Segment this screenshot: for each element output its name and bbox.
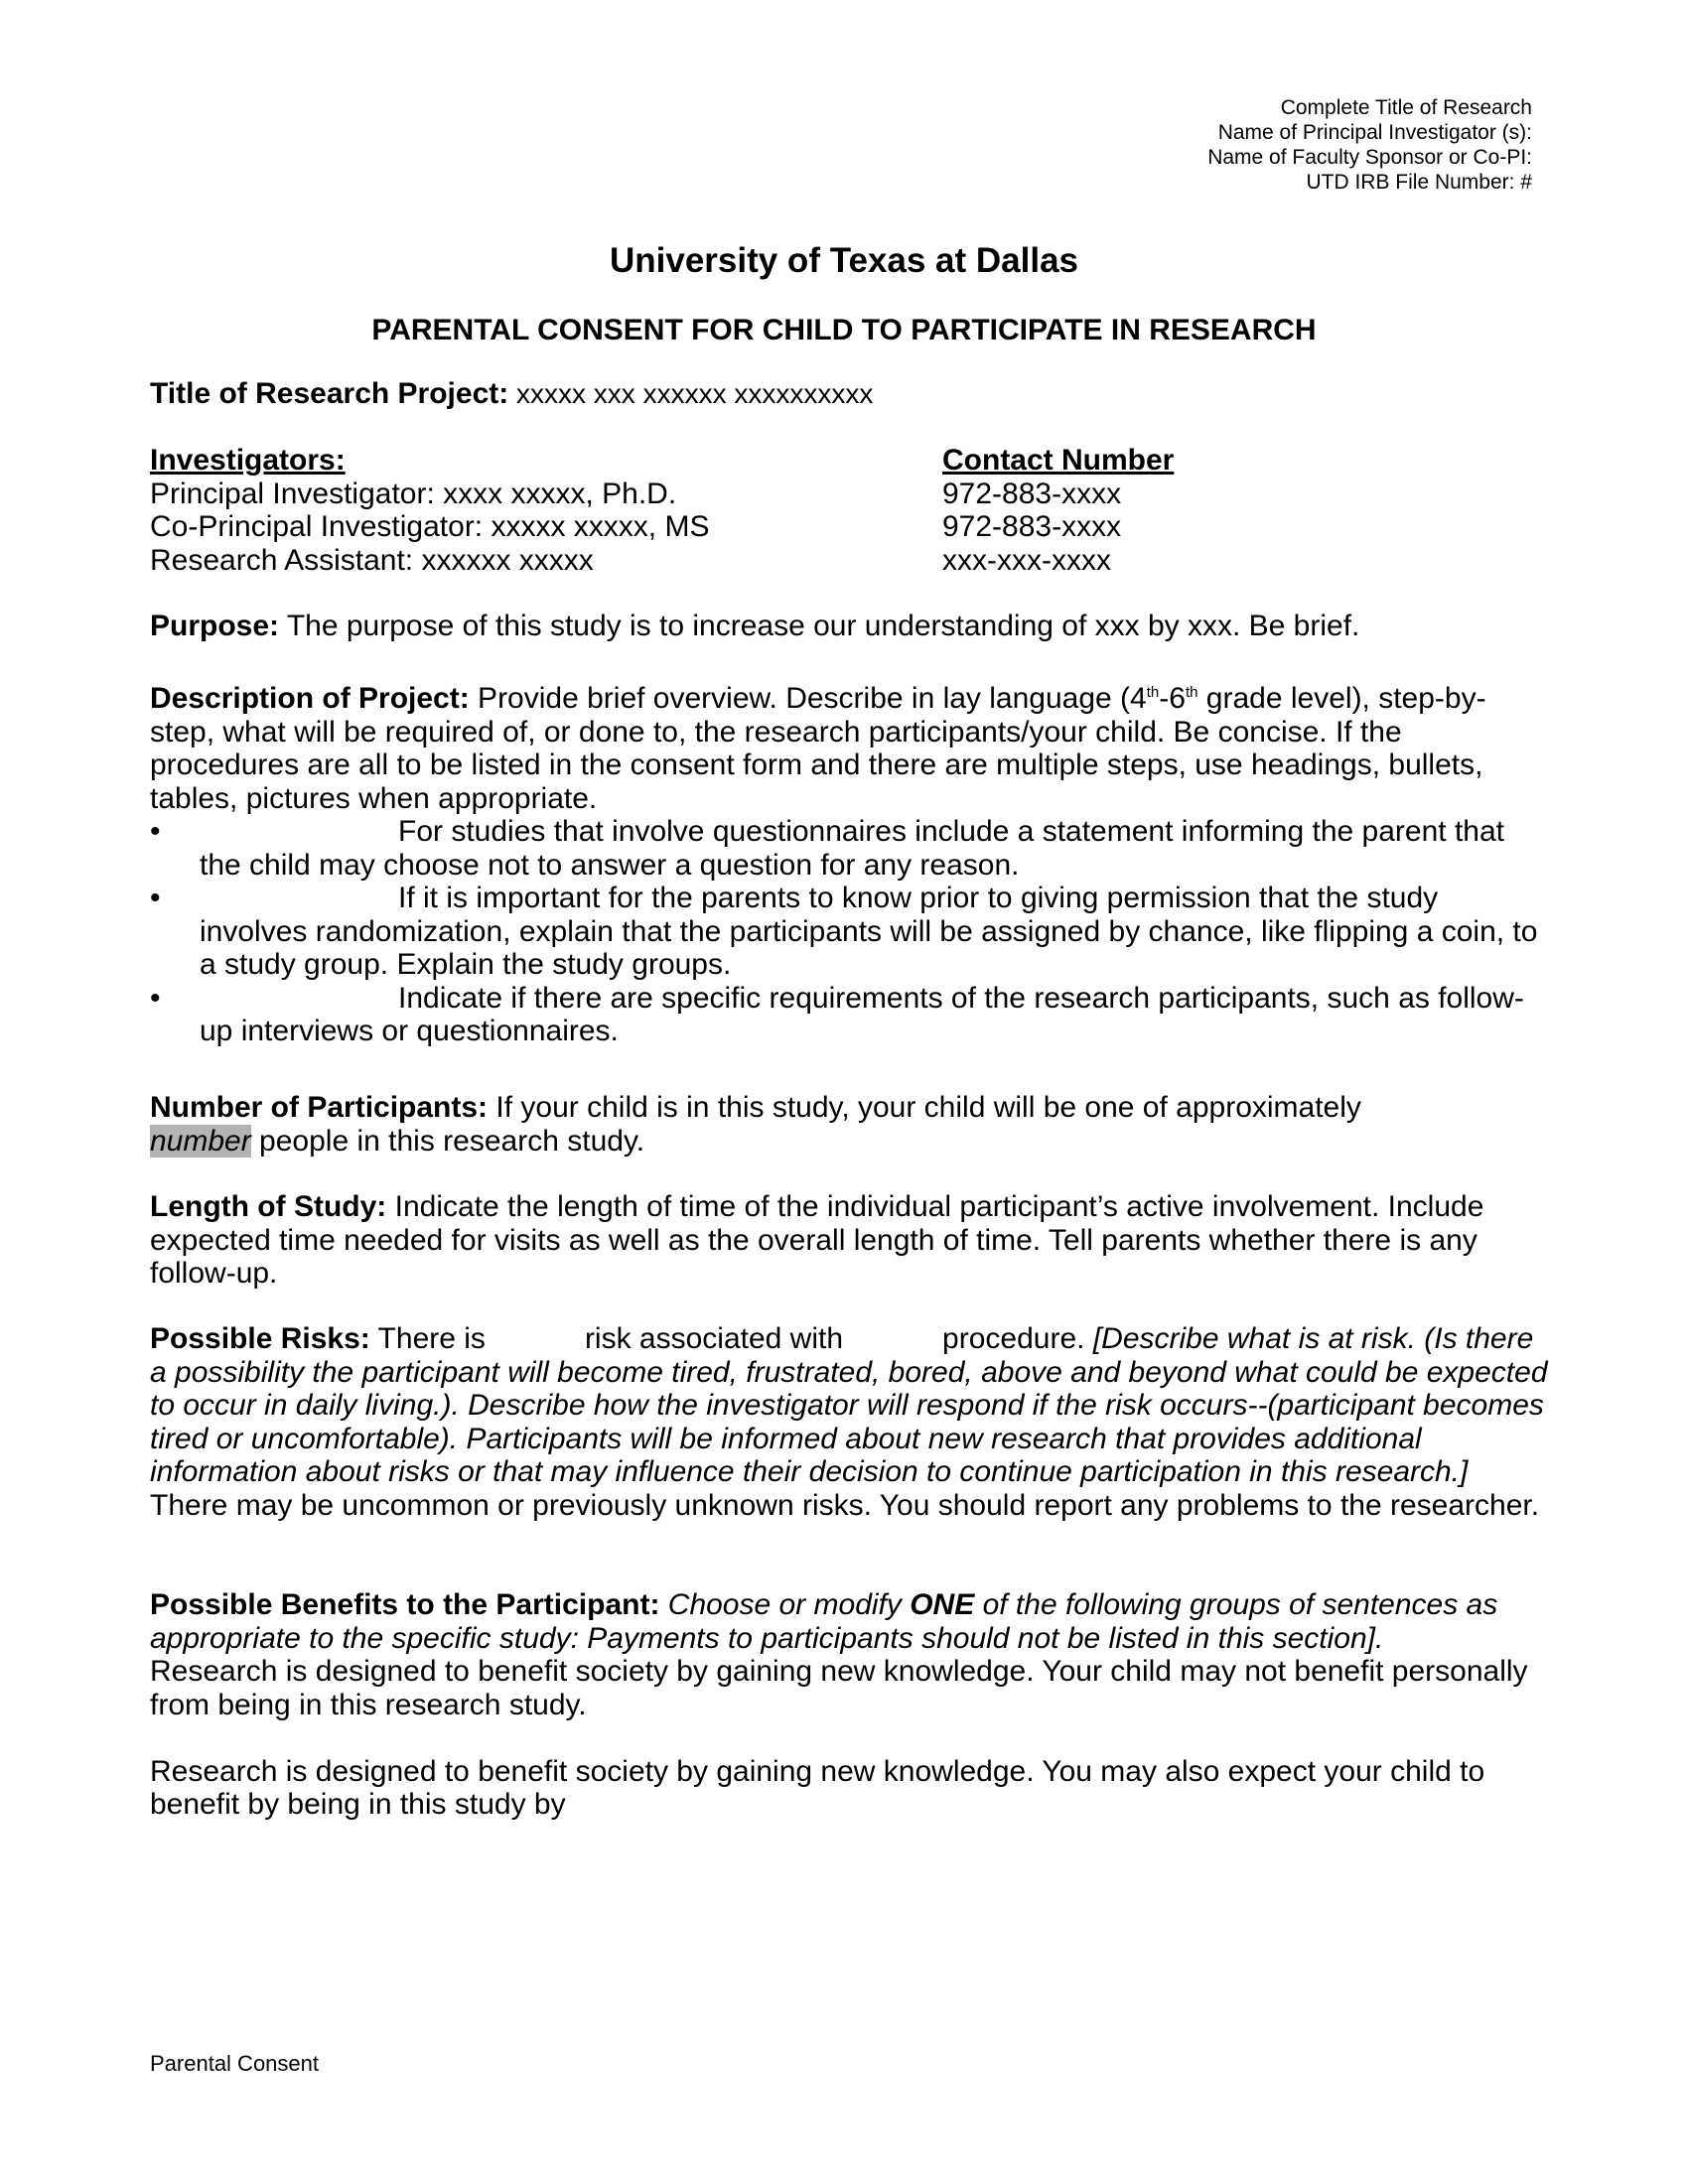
- purpose-label: Purpose:: [150, 610, 280, 642]
- participants-number-placeholder: number: [150, 1124, 251, 1158]
- project-title-section: [150, 377, 1550, 411]
- investigator-row: [150, 478, 1550, 511]
- risks-section: [150, 1322, 1550, 1522]
- bullet-icon: •: [150, 882, 161, 914]
- benefits-paragraph: [150, 1588, 1550, 1655]
- investigators-section: [150, 444, 1550, 577]
- participants-label: Number of Participants:: [150, 1091, 489, 1124]
- bullet-rest: as follow-up interviews or questionnaires.: [200, 981, 1524, 1047]
- investigator-row: [150, 510, 1550, 544]
- description-section: [150, 676, 1550, 1048]
- benefits-paragraph-2: Research is designed to benefit society by gaining new knowledge. You may also expect your child to benefit by being in this study by: [150, 1754, 1485, 1821]
- length-section: [150, 1190, 1550, 1291]
- description-paragraph: [150, 676, 1550, 815]
- purpose-text: The purpose of this study is to increase our understanding of xxx by xxx. Be brief.: [279, 610, 1360, 642]
- risks-text-b: risk associated with: [584, 1322, 844, 1355]
- risks-label: Possible Risks:: [150, 1322, 370, 1355]
- description-text-a: Provide brief overview. Describe in lay language (4: [469, 682, 1147, 715]
- header-research-title: Complete Title of Research: [1280, 96, 1532, 119]
- investigators-heading: Investigators:: [150, 444, 346, 477]
- investigator-phone: 972-883-xxxx: [942, 477, 1122, 510]
- purpose-section: [150, 610, 1550, 643]
- bullet-icon: •: [150, 981, 161, 1015]
- investigator-phone: 972-883-xxxx: [942, 510, 1122, 543]
- project-title-label: Title of Research Project:: [150, 377, 509, 410]
- bullet-icon: •: [150, 815, 161, 848]
- participants-text-a: If your child is in this study, your child will be one of approximately: [488, 1091, 1361, 1124]
- header-sponsor-name: Name of Faculty Sponsor or Co-PI:: [1207, 146, 1532, 169]
- length-label: Length of Study:: [150, 1190, 387, 1223]
- bullet-lead: For studies that involve questionnaires include a statement informing the: [398, 815, 1354, 848]
- contact-number-heading: Contact Number: [942, 444, 1175, 477]
- risks-text-a: There is: [369, 1322, 486, 1355]
- description-text-b: -6: [1159, 682, 1186, 715]
- bullet-lead: Indicate if there are specific requirements of the research participants, such: [398, 981, 1390, 1015]
- participants-section: [150, 1091, 1550, 1158]
- benefits-section: [150, 1588, 1550, 1822]
- header-pi-name: Name of Principal Investigator (s):: [1217, 121, 1532, 144]
- length-text: Indicate the length of time of the individual participant’s active involvement. Include expected time needed for visits as well as the overall length of time. Tell parents whether there is any follow-up.: [150, 1190, 1484, 1290]
- risks-text-d: There may be uncommon or previously unknown risks. You should report any problems to the researcher.: [150, 1488, 1540, 1522]
- bullet-rest: study involves randomization, explain that the participants will be assigned by chance, like flipping a coin, to a study group. Explain the study groups.: [200, 882, 1538, 981]
- list-item: [150, 815, 1550, 882]
- benefits-italic-a: Choose or modify: [659, 1588, 911, 1621]
- investigator-phone: xxx-xxx-xxxx: [942, 543, 1111, 577]
- bullet-lead: If it is important for the parents to know prior to giving permission that the: [398, 882, 1359, 914]
- benefits-italic-bold: ONE: [910, 1588, 975, 1621]
- description-label: Description of Project:: [150, 682, 470, 715]
- participants-text-b: people in this research study.: [250, 1124, 645, 1158]
- investigator-role: Principal Investigator: xxxx xxxxx, Ph.D.: [150, 477, 677, 510]
- investigators-header-row: [150, 444, 1550, 478]
- list-item: [150, 882, 1550, 982]
- investigator-row: [150, 544, 1550, 578]
- superscript-th: th: [1146, 684, 1160, 701]
- description-bullet-list: [150, 815, 1550, 1048]
- header-block: [1207, 95, 1532, 195]
- benefits-label: Possible Benefits to the Participant:: [150, 1588, 660, 1621]
- benefits-italic-b: of the following groups of sentences as appropriate to the specific study: Payments to participants should not be listed in this section].: [150, 1588, 1498, 1655]
- risks-italic-text: [Describe what is at risk. (Is there a possibility the participant will become tired, frustrated, bored, above and beyond what could be expected to occur in daily living.). Describe how the investigator will respond if the risk occurs--(participant becomes tired or uncomfortable). Participants will be informed about new research that provides additional information about risks or that may influence their decision to continue participation in this research.]: [150, 1322, 1548, 1488]
- header-irb-number: UTD IRB File Number: #: [1306, 171, 1532, 194]
- university-title: University of Texas at Dallas: [609, 241, 1079, 280]
- superscript-th: th: [1185, 684, 1198, 701]
- project-title-value: xxxxx xxx xxxxxx xxxxxxxxxx: [508, 378, 874, 409]
- form-title: PARENTAL CONSENT FOR CHILD TO PARTICIPATE IN RESEARCH: [371, 314, 1317, 346]
- investigator-role: Research Assistant: xxxxxx xxxxx: [150, 543, 594, 577]
- page-footer: Parental Consent: [150, 2051, 319, 2076]
- list-item: [150, 982, 1550, 1048]
- description-text-c: grade level), step-by-step, what will be required of, or done to, the research participants/your child. Be concise. If the procedures are all to be listed in the consent form and there are multiple steps, use headings, bullets, tables, pictures when appropriate.: [150, 682, 1486, 815]
- risks-text-c: procedure.: [942, 1322, 1085, 1355]
- investigator-role: Co-Principal Investigator: xxxxx xxxxx, MS: [150, 510, 710, 543]
- bullet-rest: parent that the child may choose not to answer a question for any reason.: [200, 815, 1504, 882]
- benefits-paragraph-1: Research is designed to benefit society by gaining new knowledge. Your child may not benefit personally from being in this research study.: [150, 1655, 1528, 1721]
